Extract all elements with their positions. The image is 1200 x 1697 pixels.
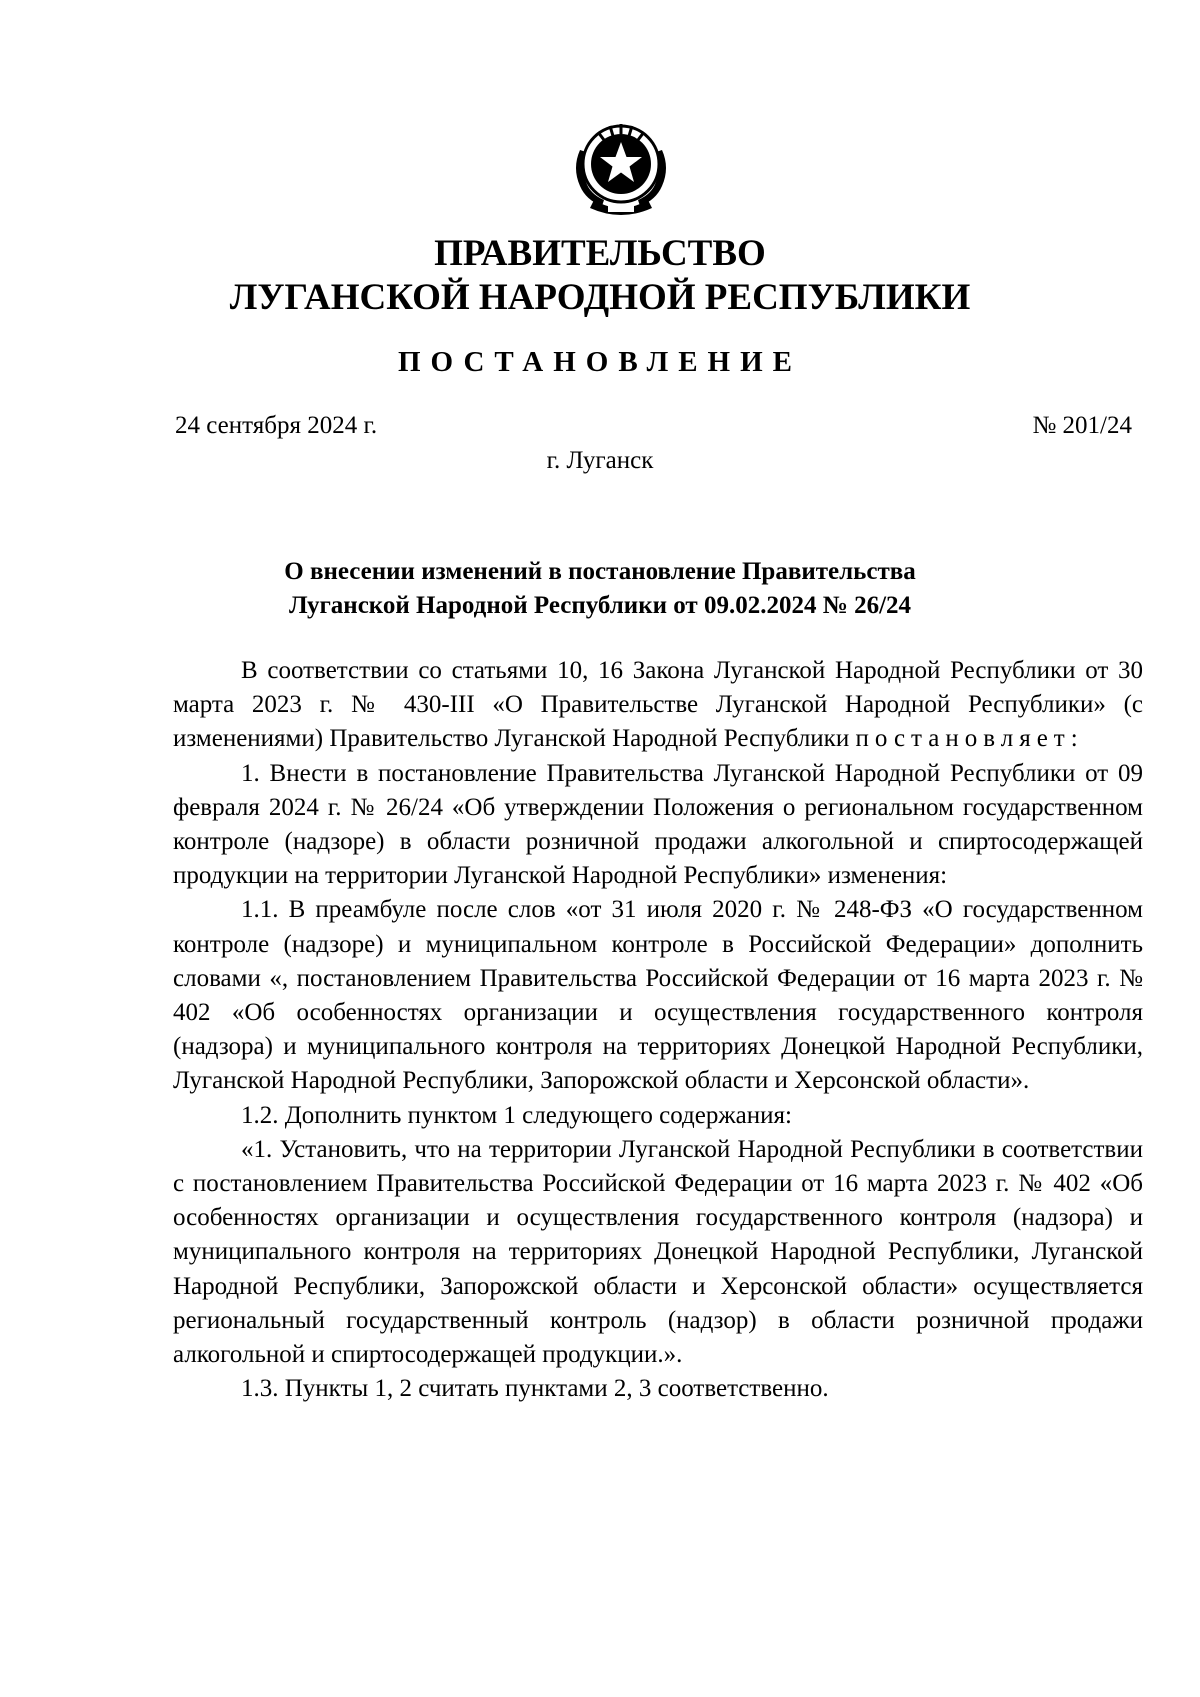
document-subject-line-1: О внесении изменений в постановление Правительства [284,558,916,585]
document-date: 24 сентября 2024 г. [175,412,378,439]
paragraph-1-2-quote: «1. Установить, что на территории Луганской Народной Республики в соответствии с постановлением Правительства Российской Федерации от 16 марта 2023 г. № 402 «Об особенностях организации и осуществления государственного контроля (надзора) и муниципального контроля на территориях Донецкой Народной Республики, Луганской Народной Республики, Запорожской области и Херсонской области» осуществляется региональный государственный контроль (надзор) в области розничной продажи алкогольной и спиртосодержащей продукции.». [173,1135,1143,1369]
document-city: г. Луганск [546,447,654,474]
government-name-line-2: ЛУГАНСКОЙ НАРОДНОЙ РЕСПУБЛИКИ [229,277,971,318]
document-subject-line-2: Луганской Народной Республики от 09.02.2024 № 26/24 [288,592,912,619]
preamble-text: В соответствии со статьями 10, 16 Закона Луганской Народной Республики от 30 марта 2023 г. № 430-III «О Правительстве Луганской Народной Республики» (с изменениями) Правительство Луганской Народной Республики [173,657,1143,753]
preamble-paragraph [173,654,1143,757]
government-name-line-1: ПРАВИТЕЛЬСТВО [434,233,766,274]
paragraph-1-1: 1.1. В преамбуле после слов «от 31 июля 2020 г. № 248-ФЗ «О государственном контроле (надзоре) и муниципальном контроле в Российской Федерации» дополнить словами «, постановлением Правительства Российской Федерации от 16 марта 2023 г. № 402 «Об особенностях организации и осуществления государственного контроля (надзора) и муниципального контроля на территориях Донецкой Народной Республики, Луганской Народной Республики, Запорожской области и Херсонской области». [173,896,1143,1095]
document-body [173,654,1143,1406]
state-emblem-icon [558,120,684,220]
paragraph-1-3: 1.3. Пункты 1, 2 считать пунктами 2, 3 соответственно. [241,1375,829,1403]
paragraph-1: 1. Внести в постановление Правительства Луганской Народной Республики от 09 февраля 2024 г. № 26/24 «Об утверждении Положения о региональном государственном контроле (надзоре) в области розничной продажи алкогольной и спиртосодержащей продукции на территории Луганской Народной Республики» изменения: [173,759,1143,890]
paragraph-1-2: 1.2. Дополнить пунктом 1 следующего содержания: [241,1101,792,1129]
document-type-title: ПОСТАНОВЛЕНИЕ [397,346,802,378]
document-number: № 201/24 [1032,412,1132,439]
preamble-resolves: постановляет: [855,725,1084,753]
